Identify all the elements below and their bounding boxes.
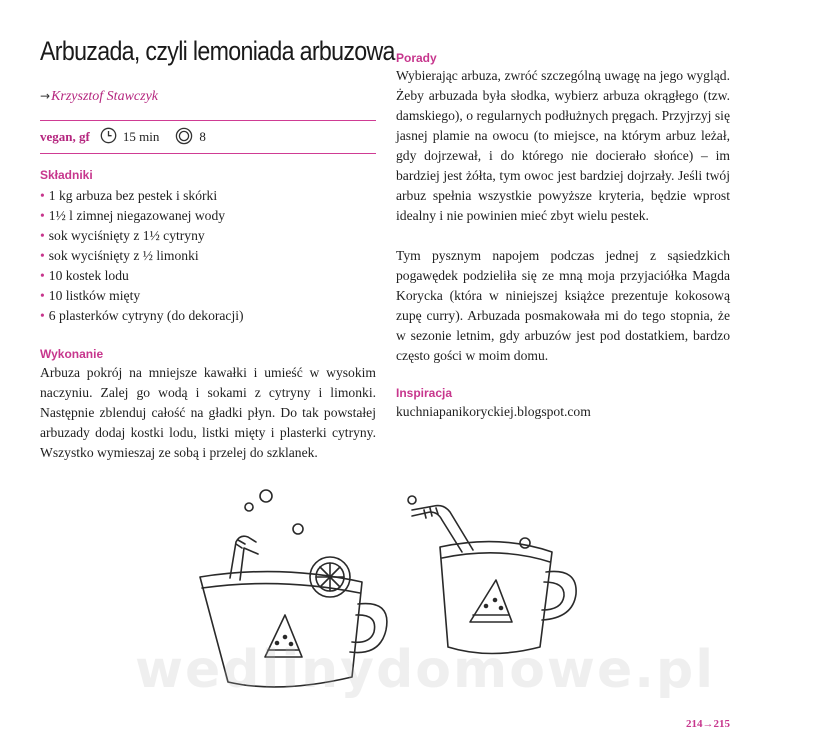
clock-icon	[100, 127, 117, 147]
inspiration-source: kuchniapanikoryckiej.blogspot.com	[396, 404, 591, 419]
ingredient-item: • 10 listków mięty	[40, 286, 244, 306]
ingredients-heading: Składniki	[40, 168, 93, 182]
recipe-author	[40, 89, 158, 105]
diet-tags: vegan, gf	[40, 129, 90, 144]
page-numbers: 214→215	[686, 718, 730, 730]
servings-count: 8	[199, 129, 206, 144]
prep-time: 15 min	[122, 129, 160, 144]
tips-paragraph-2: Tym pysznym napojem podczas jednej z sąsiedzkich pogawędek podzieliła się ze mną moja przyjaciółka Magda Korycka (która w niniejszej książce prezentuje kokosową zupę curry). Arbuzada posmakowała mi do tego stopnia, że w sezonie letnim, gdy arbuzów jest pod dostatkiem, bardzo często gości w moim domu.	[396, 248, 730, 363]
ingredient-item: • sok wyciśnięty z 1½ cytryny	[40, 226, 244, 246]
preparation-text: Arbuza pokrój na mniejsze kawałki i umieść w wysokim naczyniu. Zalej go wodą i sokami z cytryny i limonki. Następnie zblenduj całość na gładki płyn. Do tak powstałej arbuzady dodaj kostki lodu, listki mięty i plasterki cytryny. Wszystko wymieszaj ze sobą i przelej do szklanek.	[40, 365, 376, 460]
recipe-title: Arbuzada, czyli lemoniada arbuzowa	[40, 36, 395, 66]
ingredient-item: • 1½ l zimnej niegazowanej wody	[40, 206, 244, 226]
ingredient-item: • 6 plasterków cytryny (do dekoracji)	[40, 306, 244, 326]
author-name: Krzysztof Stawczyk	[51, 89, 159, 104]
ingredients-list	[40, 186, 244, 326]
inspiration-heading: Inspiracja	[396, 386, 453, 400]
ingredient-item: • sok wyciśnięty z ½ limonki	[40, 246, 244, 266]
preparation-heading: Wykonanie	[40, 347, 104, 361]
tips-heading: Porady	[396, 51, 437, 65]
servings-icon	[175, 127, 193, 148]
tips-paragraph-1: Wybierając arbuza, zwróć szczególną uwagę na jego wygląd. Żeby arbuzada była słodka, wybierz arbuza okrągłego (tzw. damskiego), o regularnych podłużnych pręgach. Przyjrzyj się jasnej plamie na owocu (to miejsce, na którym arbuz leżał, gdy dojrzewał, i do którego nie docierało słońce) – im bardziej jest żółta, tym owoc jest bardziej dojrzały. Jeśli twój arbuz spełnia wszystkie powyższe kryteria, będzie wprost idealny i nie powinien mieć zbyt wielu pestek.	[396, 68, 730, 223]
recipe-meta-bar	[40, 120, 376, 154]
author-arrow: →	[40, 89, 51, 103]
ingredient-item: • 10 kostek lodu	[40, 266, 244, 286]
watermark: wedlinydomowe.pl	[134, 640, 716, 700]
ingredient-item: • 1 kg arbuza bez pestek i skórki	[40, 186, 244, 206]
